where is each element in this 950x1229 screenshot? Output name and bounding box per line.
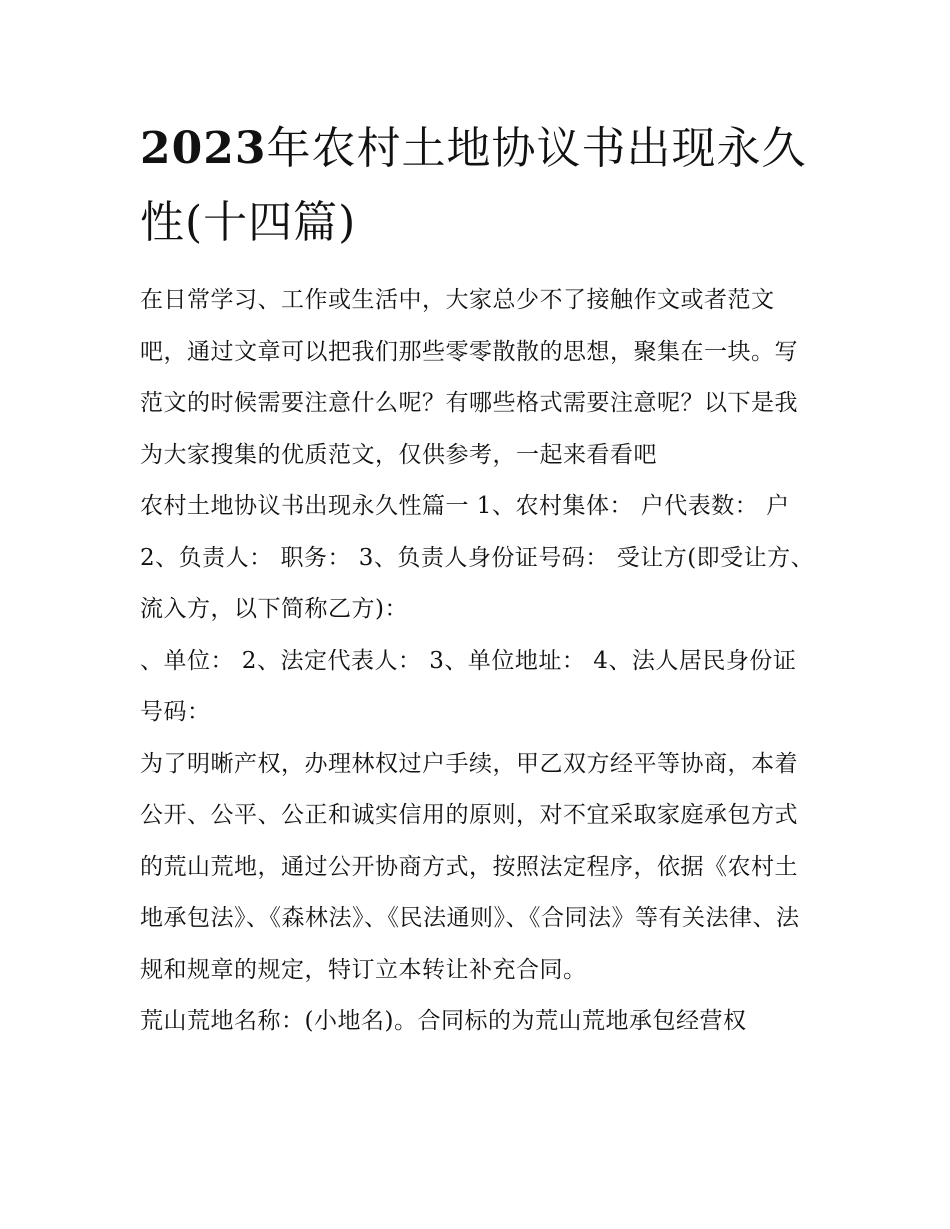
title-year: 2023 bbox=[140, 123, 267, 174]
title-text: 年农村土地协议书出现永久性(十四篇) bbox=[140, 123, 807, 248]
land-name-paragraph: 荒山荒地名称：(小地名)。合同标的为荒山荒地承包经营权 bbox=[140, 1008, 747, 1034]
parties-paragraph: 农村土地协议书出现永久性篇一 1、农村集体： 户代表数： 户 2、负责人： 职务： 3、负责人身份证号码： 受让方(即受让方、流入方，以下简称乙方)： bbox=[140, 493, 815, 622]
unit-info-paragraph: 、单位： 2、法定代表人： 3、单位地址： 4、法人居民身份证号码： bbox=[140, 647, 797, 725]
document-page bbox=[140, 112, 815, 1048]
document-title bbox=[140, 112, 815, 260]
document-body bbox=[140, 275, 815, 1048]
intro-paragraph: 在日常学习、工作或生活中，大家总少不了接触作文或者范文吧，通过文章可以把我们那些零零散散的思想，聚集在一块。写范文的时候需要注意什么呢？有哪些格式需要注意呢？以下是我为大家搜集的优质范文，仅供参考，一起来看看吧 bbox=[140, 287, 798, 468]
purpose-paragraph: 为了明晰产权，办理林权过户手续，甲乙双方经平等协商，本着公开、公平、公正和诚实信用的原则，对不宜采取家庭承包方式的荒山荒地，通过公开协商方式，按照法定程序，依据《农村土地承包法》、《森林法》、《民法通则》、《合同法》等有关法律、法规和规章的规定，特订立本转让补充合同。 bbox=[140, 750, 800, 983]
